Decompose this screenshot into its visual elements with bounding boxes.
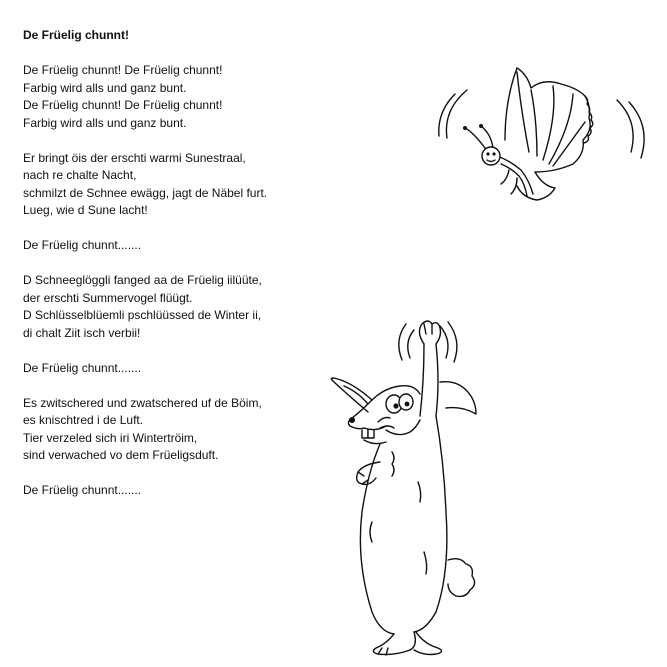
butterfly-illustration [425, 60, 655, 225]
poem-line: Tier verzeled sich iri Wintertröim, [23, 430, 198, 445]
poem-line: di chalt Ziit isch verbii! [23, 325, 141, 340]
poem-line: De Früelig chunnt....... [23, 483, 142, 497]
poem-line: der erschti Summervogel flüügt. [23, 290, 193, 305]
poem-stanza [23, 237, 323, 255]
poem-stanza [23, 482, 323, 500]
poem-stanza [23, 395, 323, 465]
poem-line: De Früelig chunnt....... [23, 360, 142, 375]
poem-line: sind verwached vo dem Früeligsduft. [23, 448, 219, 462]
poem-line: es knischtred i de Luft. [23, 413, 144, 427]
poem-line: nach re chalte Nacht, [23, 168, 137, 182]
poem-line: De Früelig chunnt....... [23, 238, 142, 252]
rabbit-illustration [328, 312, 508, 662]
poem-line: D Schlüsselblüemli pschlüüssed de Winter ii, [23, 308, 262, 322]
poem-line: De Früelig chunnt! De Früelig chunnt! [23, 98, 223, 112]
poem-stanza [23, 360, 323, 378]
poem [23, 27, 323, 517]
poem-line: schmilzt de Schnee ewägg, jagt de Näbel furt. [23, 185, 268, 200]
poem-line: Lueg, wie d Sune lacht! [23, 203, 148, 217]
poem-title: De Früelig chunnt! [23, 28, 129, 42]
poem-stanza [23, 272, 323, 342]
poem-line: D Schneeglöggli fanged aa de Früelig iilüüte, [23, 273, 262, 287]
poem-stanzas [23, 62, 323, 500]
poem-line: De Früelig chunnt! De Früelig chunnt! [23, 63, 223, 77]
poem-line: Farbig wird alls und ganz bunt. [23, 115, 187, 130]
poem-line: Farbig wird alls und ganz bunt. [23, 80, 187, 95]
poem-line: Es zwitschered und zwatschered uf de Böim, [23, 395, 262, 410]
poem-stanza [23, 62, 323, 132]
poem-line: Er bringt öis der erschti warmi Sunestraal, [23, 150, 246, 165]
poem-stanza [23, 150, 323, 220]
